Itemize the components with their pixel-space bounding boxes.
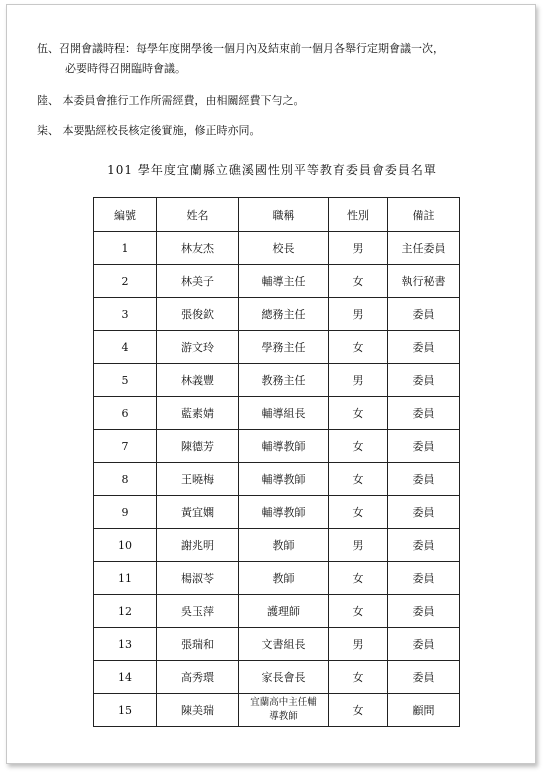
cell-number: 12 [94, 595, 157, 628]
cell-name: 陳德芳 [157, 430, 239, 463]
header-note: 備註 [388, 198, 460, 232]
cell-name: 游文玲 [157, 331, 239, 364]
cell-note: 委員 [388, 463, 460, 496]
table-row [94, 595, 460, 628]
cell-number: 13 [94, 628, 157, 661]
cell-title: 家長會長 [239, 661, 329, 694]
table-header-row [94, 198, 460, 232]
table-row [94, 694, 460, 727]
table-row [94, 265, 460, 298]
cell-name: 陳美瑞 [157, 694, 239, 727]
cell-title: 輔導教師 [239, 496, 329, 529]
cell-number: 5 [94, 364, 157, 397]
table-row [94, 232, 460, 265]
cell-gender: 女 [329, 463, 388, 496]
cell-gender: 女 [329, 331, 388, 364]
cell-note: 顧問 [388, 694, 460, 727]
cell-title: 宜蘭高中主任輔 導教師 [239, 694, 329, 727]
cell-note: 委員 [388, 430, 460, 463]
header-title: 職稱 [239, 198, 329, 232]
cell-name: 藍素婧 [157, 397, 239, 430]
cell-number: 1 [94, 232, 157, 265]
cell-number: 10 [94, 529, 157, 562]
cell-number: 8 [94, 463, 157, 496]
cell-note: 主任委員 [388, 232, 460, 265]
cell-gender: 女 [329, 661, 388, 694]
paragraph-meeting-schedule-cont: 必要時得召開臨時會議。 [65, 62, 186, 75]
cell-gender: 女 [329, 430, 388, 463]
cell-gender: 女 [329, 397, 388, 430]
cell-note: 委員 [388, 298, 460, 331]
cell-title: 護理師 [239, 595, 329, 628]
cell-title: 輔導主任 [239, 265, 329, 298]
cell-number: 11 [94, 562, 157, 595]
cell-name: 吳玉萍 [157, 595, 239, 628]
document-page [6, 4, 536, 764]
cell-name: 楊淑苓 [157, 562, 239, 595]
cell-name: 林美子 [157, 265, 239, 298]
cell-title: 教師 [239, 562, 329, 595]
cell-gender: 男 [329, 529, 388, 562]
cell-name: 林友杰 [157, 232, 239, 265]
cell-name: 林義豐 [157, 364, 239, 397]
cell-gender: 女 [329, 694, 388, 727]
cell-gender: 男 [329, 364, 388, 397]
cell-note: 委員 [388, 496, 460, 529]
cell-gender: 男 [329, 628, 388, 661]
cell-number: 15 [94, 694, 157, 727]
paragraph-meeting-schedule: 伍、召開會議時程：每學年度開學後一個月內及結束前一個月各舉行定期會議一次， [37, 42, 444, 55]
table-row [94, 628, 460, 661]
cell-number: 6 [94, 397, 157, 430]
cell-number: 3 [94, 298, 157, 331]
cell-note: 委員 [388, 397, 460, 430]
committee-table [93, 197, 460, 727]
cell-title: 總務主任 [239, 298, 329, 331]
cell-note: 委員 [388, 595, 460, 628]
cell-note: 委員 [388, 364, 460, 397]
cell-gender: 女 [329, 595, 388, 628]
header-name: 姓名 [157, 198, 239, 232]
paragraph-funding: 陸、 本委員會推行工作所需經費，由相關經費下勻之。 [37, 94, 305, 107]
table-title: 101 學年度宜蘭縣立礁溪國性別平等教育委員會委員名單 [107, 163, 437, 177]
cell-number: 9 [94, 496, 157, 529]
cell-title: 輔導教師 [239, 430, 329, 463]
cell-title: 輔導教師 [239, 463, 329, 496]
table-row [94, 562, 460, 595]
table-row [94, 397, 460, 430]
cell-note: 委員 [388, 628, 460, 661]
cell-note: 委員 [388, 562, 460, 595]
paragraph-effective: 柒、 本要點經校長核定後實施，修正時亦同。 [37, 124, 261, 137]
table-row [94, 529, 460, 562]
cell-name: 黃宜嫻 [157, 496, 239, 529]
cell-title: 學務主任 [239, 331, 329, 364]
cell-note: 執行秘書 [388, 265, 460, 298]
table-row [94, 430, 460, 463]
table-row [94, 661, 460, 694]
cell-name: 王曉梅 [157, 463, 239, 496]
cell-name: 張俊欽 [157, 298, 239, 331]
cell-title: 校長 [239, 232, 329, 265]
cell-number: 14 [94, 661, 157, 694]
cell-title: 文書組長 [239, 628, 329, 661]
cell-gender: 女 [329, 562, 388, 595]
cell-number: 2 [94, 265, 157, 298]
header-number: 編號 [94, 198, 157, 232]
cell-note: 委員 [388, 661, 460, 694]
cell-title: 輔導組長 [239, 397, 329, 430]
table-row [94, 331, 460, 364]
table-row [94, 364, 460, 397]
cell-title: 教師 [239, 529, 329, 562]
cell-number: 7 [94, 430, 157, 463]
cell-name: 高秀環 [157, 661, 239, 694]
cell-note: 委員 [388, 529, 460, 562]
cell-gender: 男 [329, 298, 388, 331]
cell-gender: 男 [329, 232, 388, 265]
cell-name: 謝兆明 [157, 529, 239, 562]
table-row [94, 463, 460, 496]
table-row [94, 496, 460, 529]
table-row [94, 298, 460, 331]
cell-gender: 女 [329, 265, 388, 298]
cell-title: 教務主任 [239, 364, 329, 397]
header-gender: 性別 [329, 198, 388, 232]
cell-name: 張瑞和 [157, 628, 239, 661]
cell-gender: 女 [329, 496, 388, 529]
cell-number: 4 [94, 331, 157, 364]
cell-note: 委員 [388, 331, 460, 364]
